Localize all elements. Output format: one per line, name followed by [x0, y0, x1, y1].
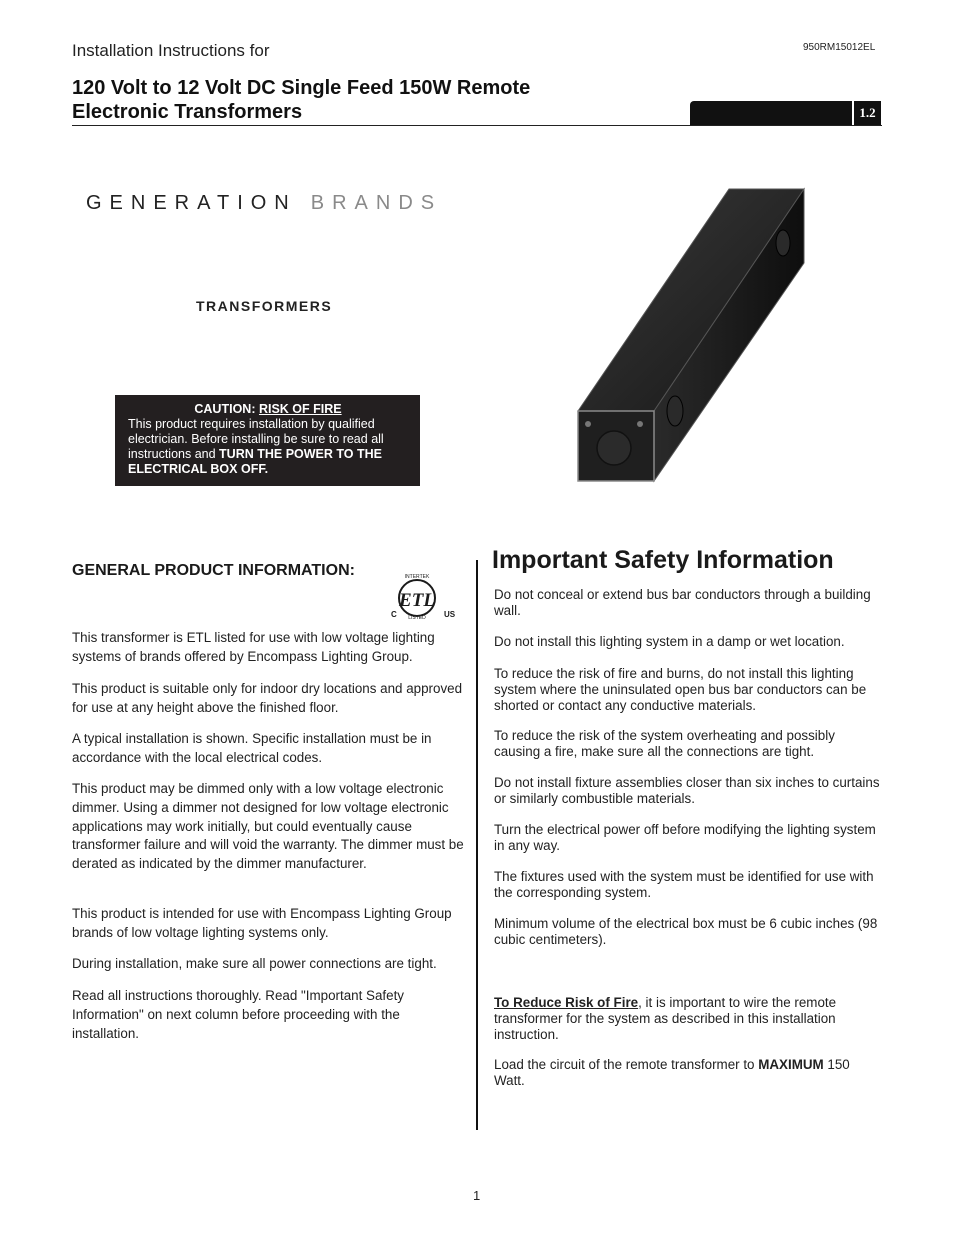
caution-emphasis: TURN THE POWER TO THE ELECTRICAL BOX OFF. [128, 447, 382, 476]
logo-word-2: BRANDS [310, 192, 443, 214]
caution-text: This product requires installation by qualified electrician. Before installing be sure to read all instructions and [128, 417, 384, 461]
etl-c: C [391, 610, 397, 619]
safety-paragraph: To reduce the risk of fire and burns, do not install this lighting system where the uninsulated open bus bar conductors can be shorted or contact any conductive materials. [494, 666, 867, 713]
general-paragraph: This transformer is ETL listed for use with low voltage lighting systems of brands offered by Encompass Lighting Group. [72, 630, 435, 664]
general-paragraph: This product is intended for use with Encompass Lighting Group brands of low voltage lighting systems only. [72, 906, 452, 940]
general-paragraph: Read all instructions thoroughly. Read "Important Safety Information" on next column before proceeding with the installation. [72, 988, 405, 1041]
etl-top: INTERTEK [404, 574, 430, 580]
safety-paragraph: Minimum volume of the electrical box must be 6 cubic inches (98 cubic centimeters). [494, 916, 878, 947]
etl-us: US [444, 610, 456, 619]
caution-title [128, 402, 408, 417]
fire-risk-text: , it is important to wire the remote transformer for the system as described in this installation instruction. [494, 995, 837, 1042]
safety-paragraph: Do not install this lighting system in a damp or wet location. [494, 634, 845, 649]
etl-main: ETL [399, 590, 435, 611]
product-category: TRANSFORMERS [196, 298, 333, 314]
caution-risk: RISK OF FIRE [258, 402, 342, 416]
document-number: 950RM15012EL [803, 42, 876, 53]
load-text-2: 150 Watt. [494, 1057, 850, 1088]
logo-word-1: GENERATION [86, 192, 297, 214]
header-rule [72, 125, 882, 126]
general-info-heading: GENERAL PRODUCT INFORMATION: [72, 562, 355, 579]
caution-body [128, 417, 408, 477]
safety-heading: Important Safety Information [492, 546, 834, 574]
title-line-1: 120 Volt to 12 Volt DC Single Feed 150W Remote [72, 77, 531, 99]
etl-bottom: LISTED [408, 615, 426, 619]
load-text-1: Load the circuit of the remote transformer to [494, 1057, 759, 1072]
general-paragraph: This product is suitable only for indoor dry locations and approved for use at any height above the finished floor. [72, 681, 463, 715]
safety-paragraph: The fixtures used with the system must be identified for use with the corresponding system. [494, 869, 874, 900]
etl-listed-mark [388, 573, 460, 619]
general-paragraph: This product may be dimmed only with a low voltage electronic dimmer. Using a dimmer not designed for low voltage electronic applications may work initially, but could eventually cause transformer failure and will void the warranty. The dimmer must be derated as indicated by the dimmer manufacturer. [72, 781, 464, 872]
caution-box [115, 395, 420, 486]
document-title [72, 76, 632, 124]
fire-risk-lead: To Reduce Risk of Fire [494, 995, 639, 1010]
page-number: 1 [473, 1188, 481, 1203]
version-badge: 1.2 [854, 101, 881, 125]
intro-text: Installation Instructions for [72, 41, 270, 60]
header-tab [690, 101, 852, 125]
title-line-2: Electronic Transformers [72, 101, 303, 123]
load-paragraph [494, 1057, 884, 1089]
safety-paragraph: Do not conceal or extend bus bar conductors through a building wall. [494, 587, 871, 618]
safety-paragraph: Turn the electrical power off before modifying the lighting system in any way. [494, 822, 876, 853]
general-paragraph: A typical installation is shown. Specific installation must be in accordance with the local electrical codes. [72, 731, 432, 765]
load-bold: MAXIMUM [758, 1057, 824, 1072]
fire-risk-paragraph [494, 995, 884, 1042]
safety-paragraph: Do not install fixture assemblies closer than six inches to curtains or similarly combustible materials. [494, 775, 880, 806]
general-paragraph: During installation, make sure all power connections are tight. [72, 956, 437, 971]
caution-label: CAUTION: [194, 402, 256, 416]
transformer-illustration [570, 185, 810, 485]
column-divider [476, 560, 478, 1130]
brand-logo [86, 192, 442, 215]
safety-paragraph: To reduce the risk of the system overheating and possibly causing a fire, make sure all the connections are tight. [494, 728, 835, 759]
